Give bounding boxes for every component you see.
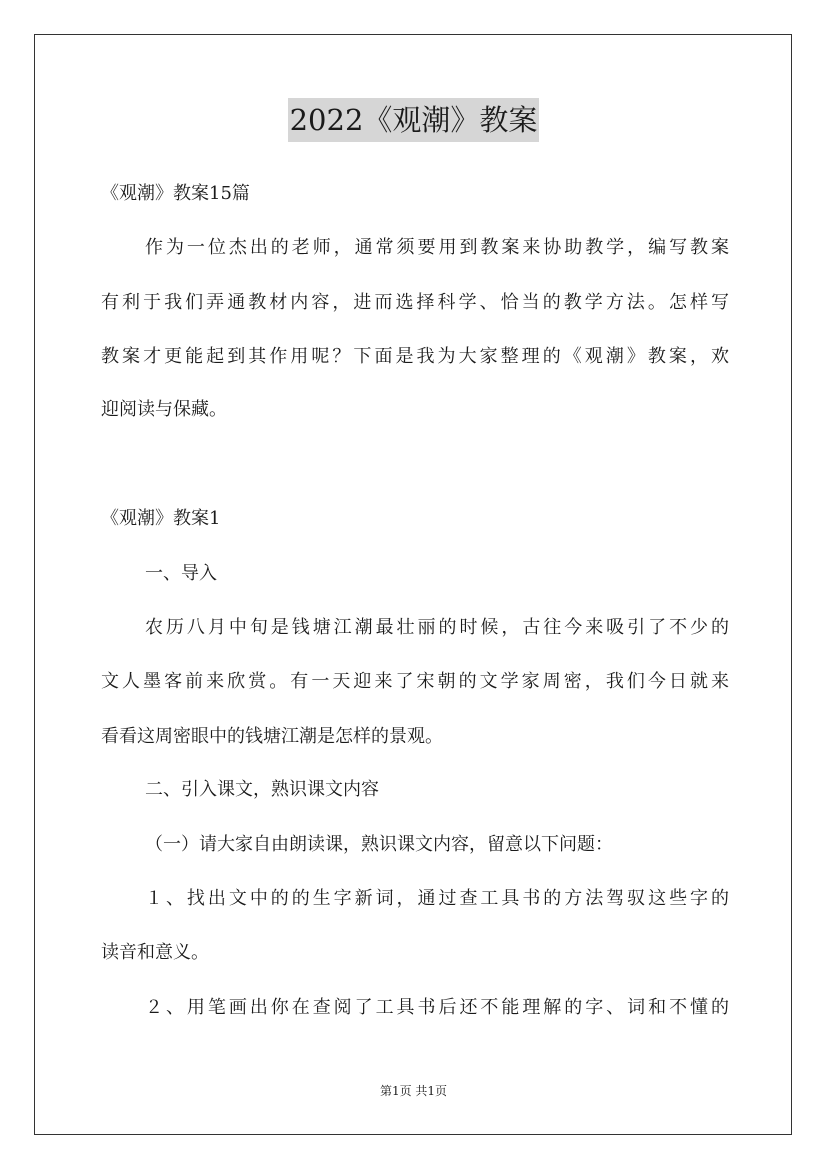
page-footer: 第1页 共1页 — [379, 1084, 448, 1098]
item2-line-1: ２、用笔画出你在查阅了工具书后还不能理解的字、词和不懂的 — [145, 997, 729, 1018]
part1-line-2: 文人墨客前来欣赏。有一天迎来了宋朝的文学家周密，我们今日就来 — [101, 671, 729, 692]
intro-line-4: 迎阅读与保藏。 — [101, 399, 227, 420]
section-heading: 《观潮》教案1 — [101, 508, 221, 529]
title-container — [0, 98, 827, 142]
document-title: 2022《观潮》教案 — [288, 98, 540, 142]
part1-line-3: 看看这周密眼中的钱塘江潮是怎样的景观。 — [101, 726, 443, 747]
intro-line-3: 教案才更能起到其作用呢？下面是我为大家整理的《观潮》教案，欢 — [101, 346, 729, 367]
part2-heading: 二、引入课文，熟识课文内容 — [145, 779, 379, 800]
item1-line-1: １、找出文中的的生字新词，通过查工具书的方法驾驭这些字的 — [145, 888, 729, 909]
part1-line-1: 农历八月中旬是钱塘江潮最壮丽的时候，古往今来吸引了不少的 — [145, 617, 729, 638]
subtitle: 《观潮》教案15篇 — [101, 183, 250, 204]
item1-line-2: 读音和意义。 — [101, 942, 209, 963]
part1-heading: 一、导入 — [145, 563, 217, 584]
intro-line-2: 有利于我们弄通教材内容，进而选择科学、恰当的教学方法。怎样写 — [101, 292, 729, 313]
part2-subheading: （一）请大家自由朗读课，熟识课文内容，留意以下问题： — [145, 834, 613, 855]
intro-line-1: 作为一位杰出的老师，通常须要用到教案来协助教学，编写教案 — [145, 237, 729, 258]
